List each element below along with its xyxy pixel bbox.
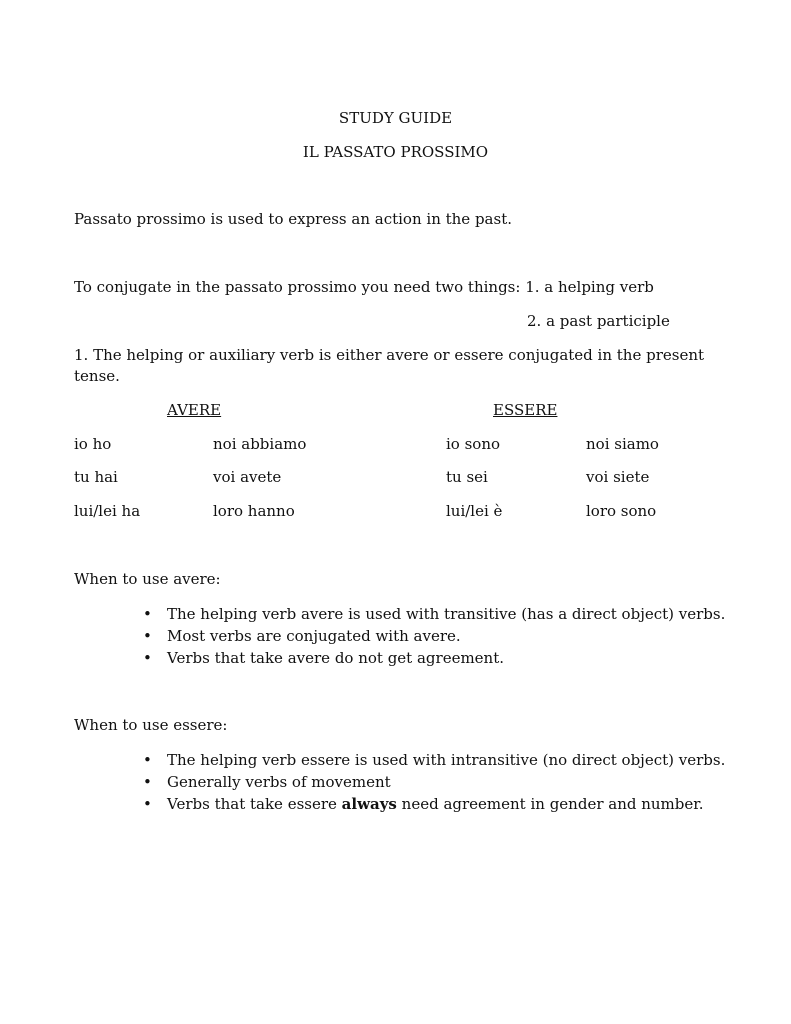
avere-usage-heading: When to use avere: bbox=[74, 570, 221, 588]
avere-row-3-plural: loro hanno bbox=[213, 502, 295, 520]
avere-row-1-singular: io ho bbox=[74, 435, 112, 453]
essere-heading: ESSERE bbox=[493, 401, 558, 419]
essere-usage-list bbox=[167, 749, 767, 815]
avere-usage-item: • Verbs that take avere do not get agreement. bbox=[167, 647, 767, 669]
page-subtitle: IL PASSATO PROSSIMO bbox=[302, 143, 489, 161]
emphasis-always: always bbox=[341, 795, 397, 813]
essere-row-3-singular: lui/lei è bbox=[446, 502, 503, 520]
intro-text: Passato prossimo is used to express an action in the past. bbox=[74, 210, 512, 228]
essere-usage-item-text: need agreement in gender and number. bbox=[396, 795, 704, 813]
avere-row-1-plural: noi abbiamo bbox=[213, 435, 307, 453]
essere-usage-heading: When to use essere: bbox=[74, 716, 228, 734]
avere-usage-item: • Most verbs are conjugated with avere. bbox=[167, 625, 767, 647]
essere-row-2-singular: tu sei bbox=[446, 468, 488, 486]
page-title: STUDY GUIDE bbox=[338, 109, 453, 127]
essere-usage-item: • The helping verb essere is used with intransitive (no direct object) verbs. bbox=[167, 749, 767, 771]
essere-row-1-singular: io sono bbox=[446, 435, 501, 453]
essere-row-2-plural: voi siete bbox=[586, 468, 650, 486]
essere-usage-item-text: Verbs that take essere bbox=[167, 795, 342, 813]
avere-row-2-plural: voi avete bbox=[213, 468, 282, 486]
essere-usage-item: • Generally verbs of movement bbox=[167, 771, 767, 793]
avere-row-3-singular: lui/lei ha bbox=[74, 502, 141, 520]
avere-heading: AVERE bbox=[167, 401, 222, 419]
essere-usage-item bbox=[167, 793, 767, 815]
helping-verb-note: 1. The helping or auxiliary verb is either avere or essere conjugated in the present tense. bbox=[74, 346, 705, 385]
essere-row-3-plural: loro sono bbox=[586, 502, 657, 520]
conjugate-line-1: To conjugate in the passato prossimo you need two things: 1. a helping verb bbox=[74, 278, 654, 296]
avere-row-2-singular: tu hai bbox=[74, 468, 118, 486]
avere-usage-list bbox=[167, 603, 767, 669]
conjugate-line-2: 2. a past participle bbox=[527, 312, 670, 330]
essere-row-1-plural: noi siamo bbox=[586, 435, 659, 453]
avere-usage-item: • The helping verb avere is used with transitive (has a direct object) verbs. bbox=[167, 603, 767, 625]
